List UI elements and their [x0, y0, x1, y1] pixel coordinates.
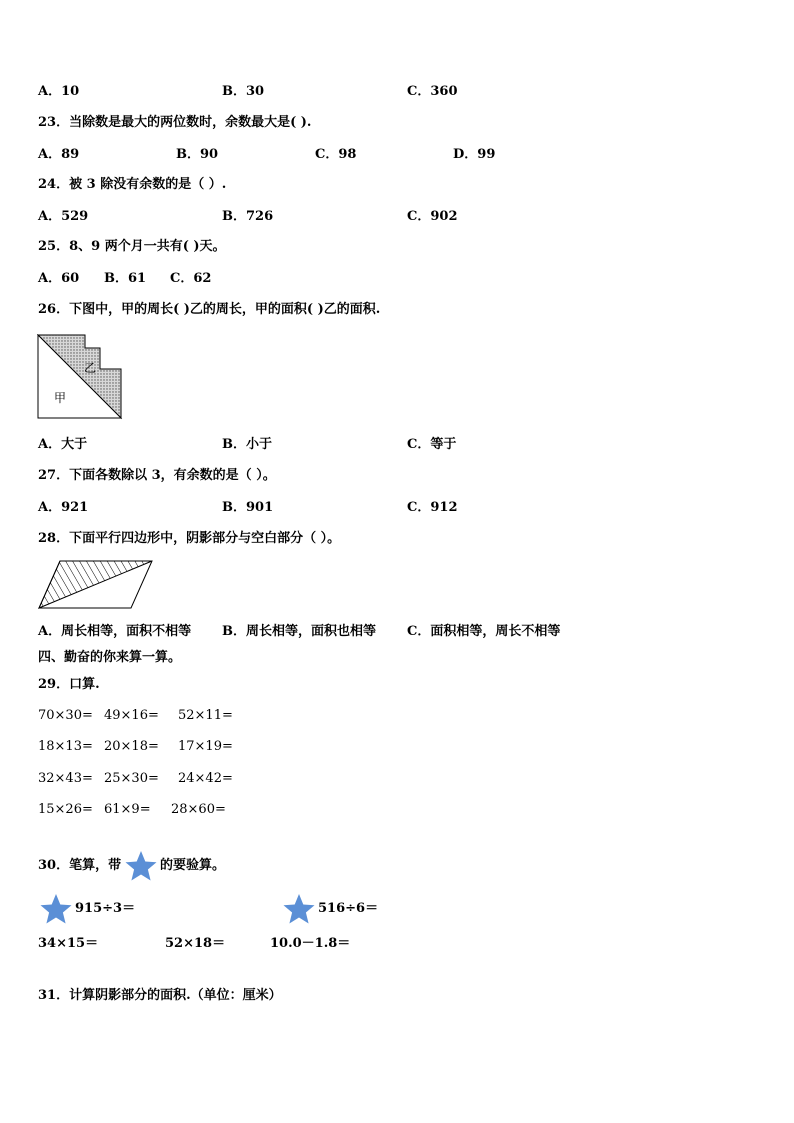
q24-option-a[interactable]: A．529 — [38, 209, 89, 224]
q25-stem: 25．8、9 两个月一共有( )天。 — [38, 239, 226, 254]
q30-starred-item: 516÷6＝ — [318, 901, 379, 916]
q29-item: 17×19= — [178, 739, 233, 754]
q29-item: 20×18= — [104, 739, 159, 754]
q29-item: 70×30= — [38, 708, 93, 723]
q22-option-a[interactable]: A．10 — [38, 84, 80, 99]
q27-option-c[interactable]: C．912 — [407, 500, 458, 515]
q25-option-b[interactable]: B．61 — [104, 271, 147, 286]
q22-option-c[interactable]: C．360 — [407, 84, 458, 99]
q30-plain-item: 52×18＝ — [165, 936, 226, 951]
q29-item: 15×26= — [38, 802, 93, 817]
q25-option-a[interactable]: A．60 — [38, 271, 80, 286]
star-icon-shape — [126, 851, 157, 881]
q22-option-b[interactable]: B．30 — [222, 84, 265, 99]
q24-option-b[interactable]: B．726 — [222, 209, 274, 224]
q26-option-b[interactable]: B．小于 — [222, 437, 272, 452]
q26-stem: 26．下图中，甲的周长( )乙的周长，甲的面积( )乙的面积. — [38, 302, 381, 317]
star-icon — [282, 893, 316, 925]
q29-stem: 29．口算. — [38, 677, 100, 692]
q29-item: 49×16= — [104, 708, 159, 723]
q26-label-yi: 乙 — [84, 361, 97, 375]
q26-option-a[interactable]: A．大于 — [38, 437, 88, 452]
q29-item: 24×42= — [178, 771, 233, 786]
star-icon-shape — [284, 894, 315, 924]
q27-option-b[interactable]: B．901 — [222, 500, 274, 515]
q30-starred-item: 915÷3＝ — [75, 901, 136, 916]
q29-item: 25×30= — [104, 771, 159, 786]
q24-option-c[interactable]: C．902 — [407, 209, 458, 224]
q26-option-c[interactable]: C．等于 — [407, 437, 457, 452]
q29-item: 61×9= — [104, 802, 151, 817]
q26-figure — [37, 334, 125, 420]
q28-option-c[interactable]: C．面积相等，周长不相等 — [407, 624, 561, 639]
q23-option-b[interactable]: B．90 — [176, 147, 219, 162]
q28-parallelogram-figure — [37, 560, 155, 610]
q29-item: 28×60= — [171, 802, 226, 817]
q29-item: 32×43= — [38, 771, 93, 786]
q27-stem: 27．下面各数除以 3，有余数的是（ ）。 — [38, 468, 276, 483]
star-icon — [124, 850, 158, 882]
q30-stem-after: 的要验算。 — [160, 858, 226, 873]
q28-stem: 28．下面平行四边形中，阴影部分与空白部分（ ）。 — [38, 531, 341, 546]
q23-stem: 23．当除数是最大的两位数时，余数最大是( ). — [38, 115, 312, 130]
q23-option-a[interactable]: A．89 — [38, 147, 80, 162]
q29-item: 52×11= — [178, 708, 233, 723]
q24-stem: 24．被 3 除没有余数的是（ ）. — [38, 177, 227, 192]
q27-option-a[interactable]: A．921 — [38, 500, 89, 515]
q26-label-jia: 甲 — [54, 391, 67, 405]
section-4-title: 四、勤奋的你来算一算。 — [38, 650, 182, 665]
q23-option-d[interactable]: D．99 — [453, 147, 496, 162]
star-icon — [39, 893, 73, 925]
q31-stem: 31．计算阴影部分的面积.（单位：厘米） — [38, 988, 282, 1003]
q30-stem-before: 30．笔算，带 — [38, 858, 122, 873]
q23-option-c[interactable]: C．98 — [315, 147, 357, 162]
q28-option-b[interactable]: B．周长相等，面积也相等 — [222, 624, 376, 639]
q28-shaded-triangle — [39, 561, 152, 608]
q29-item: 18×13= — [38, 739, 93, 754]
q28-option-a[interactable]: A．周长相等，面积不相等 — [38, 624, 192, 639]
q30-plain-item: 34×15＝ — [38, 936, 99, 951]
q25-option-c[interactable]: C．62 — [170, 271, 212, 286]
q30-plain-item: 10.0－1.8＝ — [270, 936, 351, 951]
star-icon-shape — [41, 894, 72, 924]
